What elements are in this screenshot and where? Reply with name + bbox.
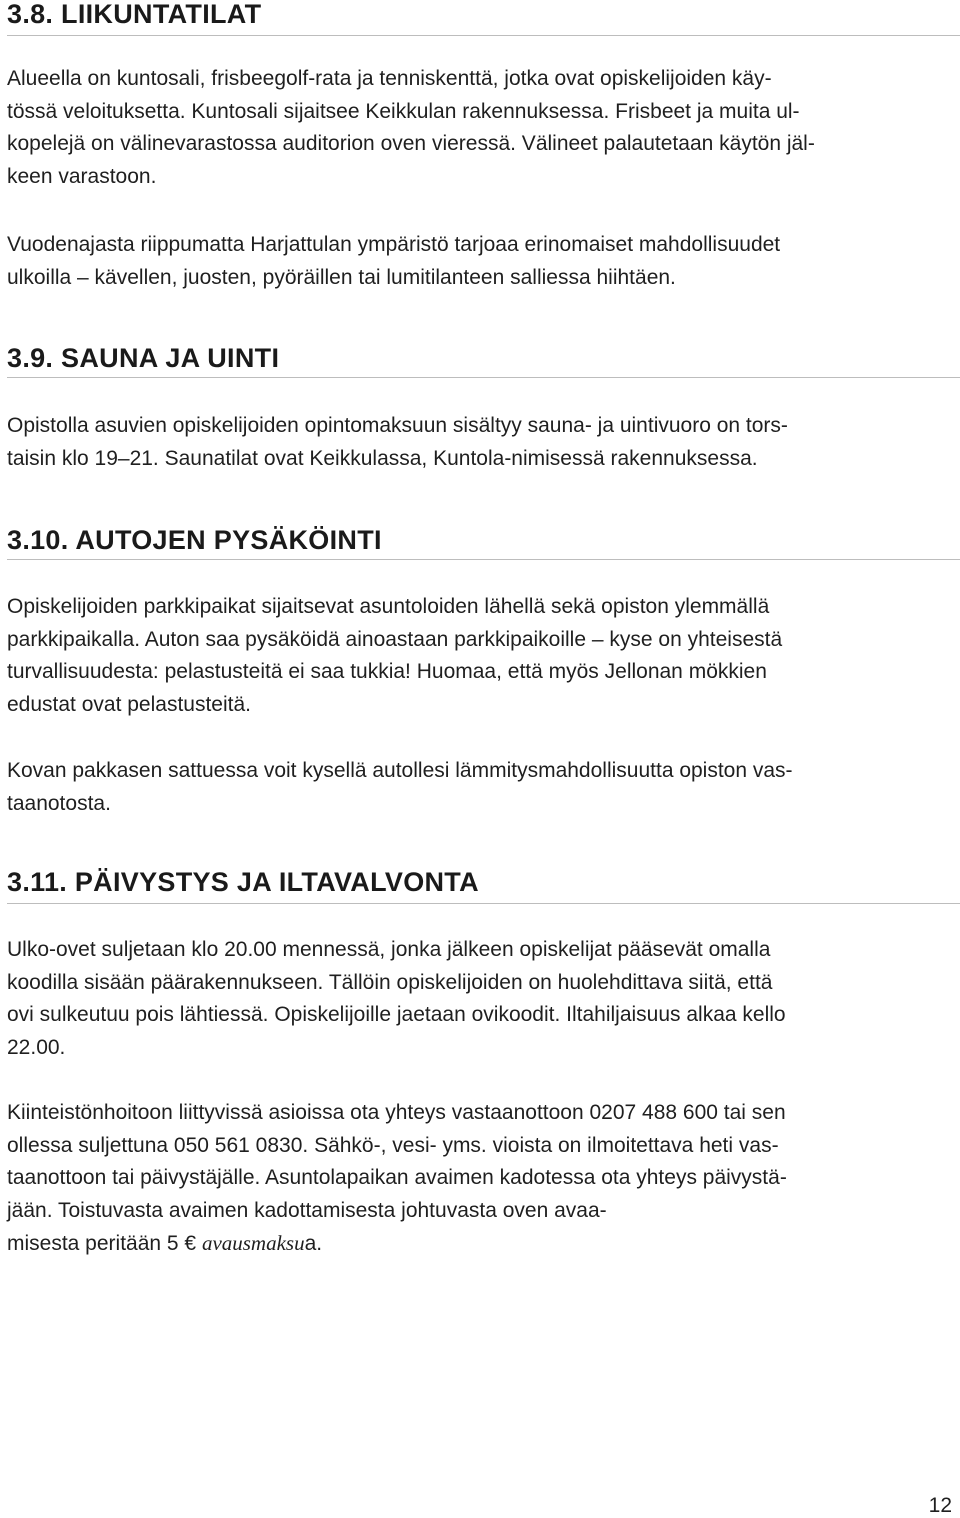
text-line: ovi sulkeutuu pois lähtiessä. Opiskelijoille jaetaan ovikoodit. Iltahiljaisuus alkaa kello (7, 1003, 786, 1026)
text-line: turvallisuudesta: pelastusteitä ei saa tukkia! Huomaa, että myös Jellonan mökkien (7, 660, 767, 683)
text-line-fee (7, 1227, 955, 1261)
text-line: Kovan pakkasen sattuessa voit kysellä autollesi lämmitysmahdollisuutta opiston vas- (7, 759, 793, 782)
paragraph-3-11-doors (7, 934, 955, 1064)
paragraph-3-8-facilities (7, 63, 955, 193)
text-line: koodilla sisään päärakennukseen. Tällöin opiskelijoiden on huolehdittava siitä, että (7, 970, 773, 994)
section-heading-3-9: 3.9. SAUNA JA UINTI (7, 343, 280, 373)
text-line: ulkoilla – kävellen, juosten, pyöräillen tai lumitilanteen salliessa hiihtäen. (7, 265, 676, 289)
text-line: parkkipaikalla. Auton saa pysäköidä ainoastaan parkkipaikoille – kyse on yhteisestä (7, 627, 783, 651)
paragraph-3-8-outdoors (7, 229, 955, 294)
text-line: Opiskelijoiden parkkipaikat sijaitsevat asuntoloiden lähellä sekä opiston ylemmällä (7, 595, 770, 618)
fee-text-prefix: misesta peritään 5 € (7, 1232, 202, 1255)
text-line: Kiinteistönhoitoon liittyvissä asioissa ota yhteys vastaanottoon 0207 488 600 tai sen (7, 1101, 786, 1124)
fee-text-suffix: a. (304, 1232, 323, 1255)
section-divider-3-8 (7, 35, 960, 36)
text-line: taanotosta. (7, 791, 111, 815)
fee-term: avausmaksu (201, 1231, 305, 1255)
section-heading-3-8: 3.8. LIIKUNTATILAT (7, 0, 262, 29)
text-line: jään. Toistuvasta avaimen kadottamisesta johtuvasta oven avaa- (7, 1198, 607, 1222)
text-line: tössä veloituksetta. Kuntosali sijaitsee Keikkulan rakennuksessa. Frisbeet ja muita ul- (7, 99, 800, 123)
text-line: Vuodenajasta riippumatta Harjattulan ympäristö tarjoaa erinomaiset mahdollisuudet (7, 233, 781, 256)
paragraph-3-11-maintenance (7, 1097, 955, 1261)
text-line: keen varastoon. (7, 164, 157, 188)
text-line: 22.00. (7, 1035, 66, 1059)
page-number: 12 (928, 1494, 952, 1517)
section-divider-3-11 (7, 903, 960, 904)
paragraph-3-10-heating (7, 755, 955, 820)
text-line: Opistolla asuvien opiskelijoiden opintomaksuun sisältyy sauna- ja uintivuoro on tors- (7, 414, 788, 437)
text-line: taanottoon tai päivystäjälle. Asuntolapaikan avaimen kadotessa ota yhteys päivystä- (7, 1166, 787, 1189)
paragraph-3-10-parking (7, 591, 955, 721)
section-divider-3-9 (7, 377, 960, 378)
section-heading-3-11: 3.11. PÄIVYSTYS JA ILTAVALVONTA (7, 867, 479, 897)
text-line: taisin klo 19–21. Saunatilat ovat Keikkulassa, Kuntola-nimisessä rakennuksessa. (7, 446, 758, 470)
text-line: ollessa suljettuna 050 561 0830. Sähkö-, vesi- yms. vioista on ilmoitettava heti vas- (7, 1133, 779, 1157)
text-line: Ulko-ovet suljetaan klo 20.00 mennessä, jonka jälkeen opiskelijat pääsevät omalla (7, 938, 771, 961)
section-divider-3-10 (7, 559, 960, 560)
paragraph-3-9-sauna (7, 410, 955, 475)
text-line: edustat ovat pelastusteitä. (7, 692, 251, 716)
text-line: Alueella on kuntosali, frisbeegolf-rata ja tenniskenttä, jotka ovat opiskelijoiden käy- (7, 67, 772, 90)
section-heading-3-10: 3.10. AUTOJEN PYSÄKÖINTI (7, 525, 382, 555)
text-line: kopelejä on välinevarastossa auditorion oven vieressä. Välineet palautetaan käytön jäl- (7, 132, 815, 155)
